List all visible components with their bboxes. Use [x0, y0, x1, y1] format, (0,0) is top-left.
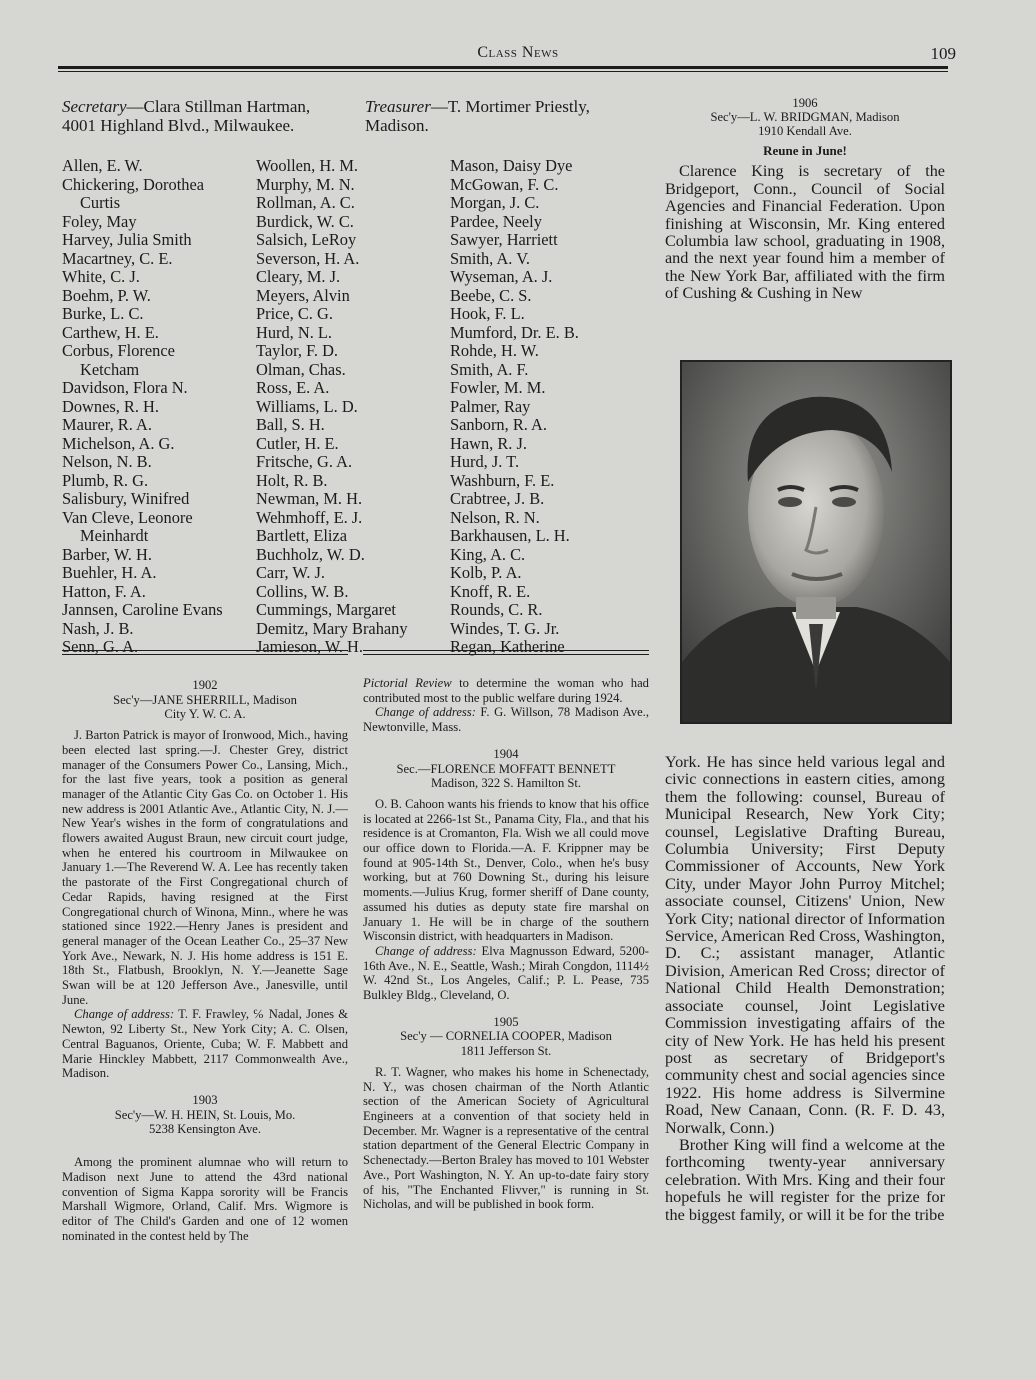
news-1902: J. Barton Patrick is mayor of Ironwood, Mich., having been elected last spring.—J. Chester Grey, district manager of the Consumers Power Co., Lansing, Mich., for the last five years, took a position as general manager of the Atlantic City Gas Co. on October 1. His new address is 2001 Atlantic Ave., Atlantic City, N. J.—New Year's wishes in the form of congratulations and flowers awaited August Braun, new circuit court judge, when he entered his courtroom in Milwaukee on January 1.—The Reverend W. A. Lee has recently taken the pastorate of the First Congregational church of Cedar Rapids, having resigned at the First Congregational church of Winona, Minn., where he was stationed since 1922.—Henry Janes is president and general manager of the Ocean Leather Co., 25–37 New York Ave., Newark, N. J. His home address is 151 E. 18th St., Flatbush, Brooklyn, N. Y.—Jeanette Sage Swan will be at 120 Jefferson Ave., Janesville, until June.: [62, 728, 348, 1007]
name-entry: Mason, Daisy Dye: [450, 156, 573, 175]
change-address-text-1904: Elva Magnusson Edward, 5200-16th Ave., N. E., Seattle, Wash.; Mirah Congdon, 1114½ W. 42nd St., Los Angeles, Calif.; P. L. Pease, 735 Bulkley Bldg., Cleveland, O.: [363, 943, 649, 1003]
name-entry: Sawyer, Harriett: [450, 230, 558, 249]
header-rule: [58, 66, 948, 69]
names-column-3: [450, 157, 650, 657]
name-entry: Downes, R. H.: [62, 396, 159, 416]
name-entry: Newman, M. H.: [256, 489, 363, 508]
column-3-bottom: [665, 754, 945, 1224]
name-entry: Bartlett, Eliza: [256, 526, 348, 545]
name-entry: Cummings, Margaret: [256, 600, 396, 619]
names-column-2: [256, 157, 451, 657]
name-entry: Davidson, Flora N.: [62, 378, 188, 397]
change-address-text-1903: F. G. Willson, 78 Madison Ave., Newtonville, Mass.: [363, 705, 649, 735]
name-entry: Windes, T. G. Jr.: [450, 618, 560, 638]
treasurer-text: —T. Mortimer Priestly, Madison.: [365, 97, 590, 135]
name-entry: Regan, Katherine: [450, 637, 565, 656]
name-entry: Van Cleve, Leonore: [62, 507, 193, 527]
change-address-1902: [62, 1007, 348, 1081]
change-address-text: T. F. Frawley, ℅ Nadal, Jones & Newton, 92 Liberty St., New York City; A. C. Olsen, Central Baguanos, Oriente, Cuba; W. F. Mabbett and Marie Hinckley Mabbett, 2117 Commonwealth Ave., Madison.: [62, 1007, 348, 1081]
class-year-1904: 1904: [493, 746, 519, 761]
name-entry: Olman, Chas.: [256, 359, 346, 379]
name-entry: Price, C. G.: [256, 304, 333, 323]
name-entry: Wyseman, A. J.: [450, 267, 553, 286]
name-entry: Maurer, R. A.: [62, 415, 152, 434]
name-entry: Sanborn, R. A.: [450, 415, 547, 434]
name-entry: Meinhardt: [80, 526, 149, 545]
name-entry: Ketcham: [80, 359, 140, 379]
name-entry: Chickering, Dorothea: [62, 174, 205, 194]
name-entry: Rollman, A. C.: [256, 193, 355, 212]
column-2: [363, 676, 649, 1212]
name-entry: Nelson, R. N.: [450, 507, 540, 527]
secretary-1904: Sec.—FLORENCE MOFFATT BENNETT: [396, 761, 616, 776]
secretary-label: Secretary: [62, 97, 127, 116]
name-entry: King, A. C.: [450, 544, 526, 564]
news-1906-king-continued: York. He has since held various legal and civic connections in eastern cities, among them the following: counsel, Bureau of Municipal Research, New York City; counsel, Legislative Drafting Bureau, Columbia University; First Deputy Commissioner of Accounts, New York City, under Mayor John Purroy Mitchel; associate counsel, Citizens' Union, New York City; national director of Information Service, American Red Cross, Washington, D. C.; assistant manager, Atlantic Division, American Red Cross; director of National Child Health Demonstration; associate counsel, Joint Legislative Commission investigating affairs of the city of New York. He has held his present post as secretary of Bridgeport's community chest and social agencies since 1922. His home address is Silvermine Road, New Canaan, Conn. (R. F. D. 43, Norwalk, Conn.): [665, 753, 945, 1137]
change-address-1904: [363, 944, 649, 1003]
secretary-1902-address: City Y. W. C. A.: [164, 707, 246, 722]
change-address-label: Change of address:: [74, 1007, 175, 1022]
section-rule-1: [62, 650, 348, 655]
running-header-title: Class News: [477, 44, 559, 61]
name-entry: Burdick, W. C.: [256, 211, 354, 231]
name-entry: Barkhausen, L. H.: [450, 526, 570, 545]
name-entry: Washburn, F. E.: [450, 470, 555, 490]
change-address-label-1903: Change of address:: [375, 705, 476, 720]
name-entry: Smith, A. V.: [450, 248, 531, 268]
name-entry: Morgan, J. C.: [450, 193, 540, 212]
name-entry: Burke, L. C.: [62, 304, 144, 323]
name-entry: Palmer, Ray: [450, 396, 531, 416]
news-1906-king: Clarence King is secretary of the Bridgeport, Conn., Council of Social Agencies and Financial Federation. Upon finishing at Wisconsin, Mr. King entered Columbia law school, graduating in 1908, and the next year found him a member of the New York Bar, affiliated with the firm of Cushing & Cushing in New: [665, 162, 945, 303]
name-entry: Holt, R. B.: [256, 470, 328, 490]
name-entry: Williams, L. D.: [256, 396, 358, 416]
treasurer-line: [365, 97, 645, 135]
name-entry: Barber, W. H.: [62, 544, 152, 564]
name-entry: Pardee, Neely: [450, 211, 542, 231]
news-1904: O. B. Cahoon wants his friends to know that his office is located at 2266-1st St., Panama City, Fla., and that his residence is at Cromanton, Fla. Wish we all could move our office down to Florida.—A. F. Krippner may be found at 905-14th St., Denver, Colo., when he's busy working, but at 760 Downing St., during his leisure moments.—Julius Krug, former sheriff of Dane county, assumed his duties as deputy state fire marshal on January 1. He will be in charge of the southern Wisconsin district, with headquarters in Madison.: [363, 796, 650, 944]
secretary-1906: Sec'y—L. W. BRIDGMAN, Madison: [710, 110, 900, 124]
news-1903: Among the prominent alumnae who will return to Madison next June to attend the 43rd national convention of Sigma Kappa sorority will be Francis Marshall Wigmore, Orland, Calif. Mrs. Wigmore is editor of The Child's Garden and one of 12 women nominated in the contest held by The: [62, 1155, 348, 1243]
name-entry: Carr, W. J.: [256, 563, 326, 582]
name-entry: Carthew, H. E.: [62, 322, 159, 342]
name-entry: Curtis: [80, 193, 121, 212]
name-entry: Foley, May: [62, 211, 137, 231]
magazine-title: Pictorial Review: [363, 676, 452, 690]
class-year-1906: 1906: [792, 96, 818, 110]
treasurer-label: Treasurer: [365, 97, 431, 116]
name-entry: Fowler, M. M.: [450, 378, 546, 397]
news-1903-continued-text: to determine the woman who had contributed most to the public welfare during 1924.: [363, 676, 649, 705]
news-1905: R. T. Wagner, who makes his home in Schenectady, N. Y., was chosen chairman of the North Atlantic section of the American Society of Agricultural Engineers at a convention of that society held in December. Mr. Wagner is a representative of the central station department of the General Electric Company in Schenectady.—Berton Braley has moved to 101 Webster Ave., Port Washington, N. Y. An up-to-date fairy story of his, "The Enchanted Flivver," is running in St. Nicholas, and will be published in book form.: [363, 1064, 649, 1212]
name-entry: Mumford, Dr. E. B.: [450, 322, 579, 342]
name-entry: Buehler, H. A.: [62, 563, 157, 582]
names-column-1: [62, 157, 257, 657]
name-entry: Kolb, P. A.: [450, 563, 522, 582]
name-entry: Buchholz, W. D.: [256, 544, 365, 564]
name-entry: Crabtree, J. B.: [450, 489, 545, 508]
section-rule-2: [363, 650, 649, 655]
name-entry: Smith, A. F.: [450, 359, 529, 379]
name-entry: Knoff, R. E.: [450, 581, 531, 601]
class-year-1902: 1902: [192, 678, 218, 692]
column-1: [62, 676, 348, 1243]
name-entry: Severson, H. A.: [256, 248, 360, 268]
secretary-1905-address: 1811 Jefferson St.: [460, 1044, 552, 1059]
secretary-1902: Sec'y—JANE SHERRILL, Madison: [113, 692, 297, 707]
name-entry: McGowan, F. C.: [450, 174, 559, 194]
name-entry: White, C. J.: [62, 267, 140, 286]
class-year-1903: 1903: [192, 1092, 218, 1107]
portrait-photo: [680, 360, 952, 724]
name-entry: Hatton, F. A.: [62, 581, 146, 601]
column-3-top: [665, 96, 945, 303]
header-rule-thin: [58, 71, 948, 72]
name-entry: Cleary, M. J.: [256, 267, 341, 286]
name-entry: Hook, F. L.: [450, 304, 525, 323]
name-entry: Harvey, Julia Smith: [62, 230, 192, 249]
name-entry: Corbus, Florence: [62, 341, 175, 360]
name-entry: Cutler, H. E.: [256, 433, 339, 453]
secretary-1905: Sec'y — CORNELIA COOPER, Madison: [400, 1029, 612, 1044]
name-entry: Jannsen, Caroline Evans: [62, 600, 223, 619]
name-entry: Allen, E. W.: [62, 156, 143, 175]
secretary-1904-address: Madison, 322 S. Hamilton St.: [430, 776, 582, 791]
name-entry: Rounds, C. R.: [450, 600, 543, 619]
name-entry: Salisbury, Winifred: [62, 489, 190, 508]
name-entry: Meyers, Alvin: [256, 285, 350, 305]
name-entry: Salsich, LeRoy: [256, 230, 357, 249]
name-entry: Senn, G. A.: [62, 637, 139, 656]
name-entry: Hurd, N. L.: [256, 322, 333, 342]
name-entry: Wehmhoff, E. J.: [256, 507, 363, 527]
name-entry: Woollen, H. M.: [256, 156, 359, 175]
news-1903-continued: [363, 676, 649, 705]
name-entry: Murphy, M. N.: [256, 174, 355, 194]
name-entry: Demitz, Mary Brahany: [256, 618, 408, 638]
name-entry: Taylor, F. D.: [256, 341, 339, 360]
secretary-line: [62, 97, 337, 135]
name-entry: Macartney, C. E.: [62, 248, 173, 268]
reunion-notice: Reune in June!: [763, 143, 847, 158]
name-entry: Boehm, P. W.: [62, 285, 151, 305]
name-entry: Michelson, A. G.: [62, 433, 175, 453]
portrait-illustration: [682, 362, 950, 722]
name-entry: Beebe, C. S.: [450, 285, 532, 305]
change-address-label-1904: Change of address:: [375, 943, 477, 958]
secretary-1903-address: 5238 Kensington Ave.: [148, 1122, 262, 1137]
name-entry: Hurd, J. T.: [450, 452, 520, 471]
name-entry: Fritsche, G. A.: [256, 452, 353, 471]
name-entry: Ball, S. H.: [256, 415, 325, 434]
name-entry: Nash, J. B.: [62, 618, 134, 638]
news-1906-king-welcome: Brother King will find a welcome at the forthcoming twenty-year anniversary celebration. With Mrs. King and their four hopefuls he will register for the prize for the biggest family, or will it be for the tribe: [665, 1135, 945, 1224]
name-entry: Hawn, R. J.: [450, 433, 527, 453]
secretary-text: —Clara Stillman Hartman, 4001 Highland Blvd., Milwaukee.: [62, 97, 311, 135]
change-address-1903: [363, 705, 649, 734]
page-number: 109: [930, 44, 956, 63]
class-year-1905: 1905: [493, 1014, 519, 1029]
name-entry: Plumb, R. G.: [62, 470, 149, 490]
secretary-1906-address: 1910 Kendall Ave.: [758, 124, 852, 138]
name-entry: Collins, W. B.: [256, 581, 349, 601]
name-entry: Ross, E. A.: [256, 378, 330, 397]
name-entry: Rohde, H. W.: [450, 341, 539, 360]
name-entry: Jamieson, W. H.: [256, 637, 363, 656]
name-entry: Nelson, N. B.: [62, 452, 152, 471]
secretary-1903: Sec'y—W. H. HEIN, St. Louis, Mo.: [114, 1107, 296, 1122]
